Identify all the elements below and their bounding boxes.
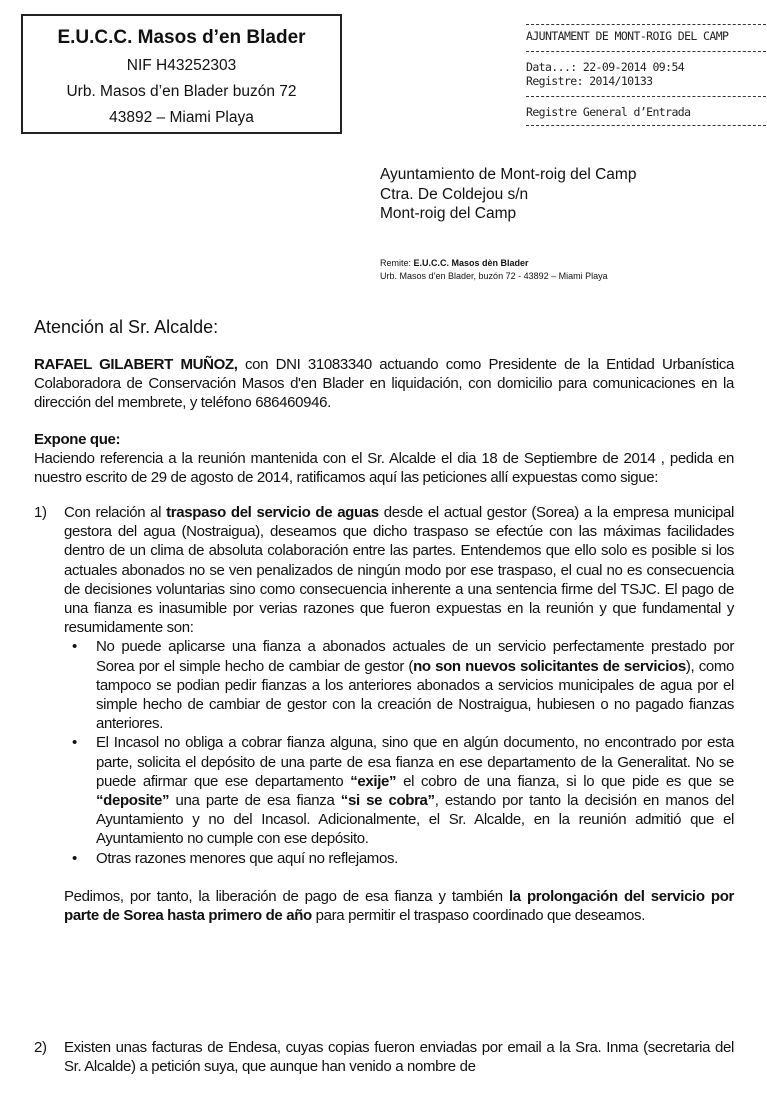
remite-label: Remite: xyxy=(380,258,414,268)
bullet-icon: • xyxy=(72,849,77,867)
registry-stamp xyxy=(526,24,766,126)
reason-2-bold-b: “deposite” xyxy=(96,792,170,810)
reason-item xyxy=(64,849,734,868)
expone-paragraph xyxy=(34,430,734,488)
request-bold: la prolongación del servicio por parte de Sorea hasta primero de año xyxy=(64,887,735,925)
salutation: Atención al Sr. Alcalde: xyxy=(34,317,219,337)
reason-1-bold: no son nuevos solicitantes de servicios xyxy=(413,657,686,675)
item-1-bold: traspaso del servicio de aguas xyxy=(166,504,379,521)
expone-heading: Expone que: xyxy=(34,431,121,448)
sender-org-name: E.U.C.C. Masos d’en Blader xyxy=(57,27,306,48)
request-paragraph xyxy=(64,887,734,925)
stamp-registry-type: Registre General d’Entrada xyxy=(526,105,691,119)
reason-2-text-a: El Incasol no obliga a cobrar fianza alguna, sino que en algún documento, no encontrado por esta parte, solicita el depósito de una parte de esa fianza en ese departamento de la Generalitat. No se puede afirmar que ese departamento xyxy=(96,734,734,790)
request-post: para permitir el traspaso coordinado que deseamos. xyxy=(311,907,646,925)
reason-2-text-d: , estando por tanto la decisión en manos del Ayuntamiento y no del Incasol. Adicionalmente, el Sr. Alcalde, en la reunión admitió que el Ayuntamiento no cumple con ese depósito. xyxy=(96,792,734,848)
expone-text: Haciendo referencia a la reunión mantenida con el Sr. Alcalde el dia 18 de Septiembre de 2014 , pedida en nuestro escrito de 29 de agosto de 2014, ratificamos aquí las peticiones allí expuestas como sigue: xyxy=(34,450,734,487)
reason-2-text-b: el cobro de una fianza, si lo que pide es que se xyxy=(396,772,734,790)
recipient-line-1: Ayuntamiento de Mont-roig del Camp xyxy=(380,166,637,183)
intro-paragraph xyxy=(34,355,734,413)
stamp-date: Data...: 22-09-2014 09:54 xyxy=(526,60,685,74)
item-1-post: desde el actual gestor (Sorea) a la empresa municipal gestora del agua (Nostraigua), deseamos que dicho traspaso se efectúe con las máximas facilidades dentro de un clima de absoluta colaboración entre las partes. Entendemos que ello solo es posible si los actuales abonados no se ven penalizados de ningún modo por ese traspaso, el cual no es consecuencia de decisiones voluntarias sino como consecuencia inherente a una sentencia firme del TSJC. El pago de una fianza es inasumible por verias razones que fueron expuestas en la reunión y que fundamental y resumidamente son: xyxy=(64,504,735,637)
reason-item xyxy=(64,733,734,848)
stamp-divider xyxy=(526,125,766,126)
signatory-name: RAFAEL GILABERT MUÑOZ, xyxy=(34,356,238,373)
bullet-icon: • xyxy=(72,638,77,656)
sender-city: 43892 – Miami Playa xyxy=(109,109,254,126)
item-1-pre: Con relación al xyxy=(64,504,167,521)
recipient-line-2: Ctra. De Coldejou s/n xyxy=(380,185,529,203)
item-2-text: Existen unas facturas de Endesa, cuyas copias fueron enviadas por email a la Sra. Inma (secretaria del Sr. Alcalde) a petición suya, que aunque han venido a nombre de xyxy=(64,1039,734,1076)
remite-block xyxy=(380,257,608,283)
reason-1-text-b: ), como tampoco se podian pedir fianzas a los anteriores abonados a servicios municipales de agua por el simple hecho de cambiar de gestor con la creación de Nostraigua, hubiesen o no pagado fianzas anteriores. xyxy=(96,657,734,733)
item-number: 2) xyxy=(34,1039,47,1056)
stamp-divider xyxy=(526,24,766,25)
item-1-text xyxy=(64,503,734,637)
reason-3-text: Otras razones menores que aquí no reflejamos. xyxy=(96,849,398,867)
stamp-divider xyxy=(526,96,766,97)
recipient-line-3: Mont-roig del Camp xyxy=(380,205,517,222)
stamp-registry-number: Registre: 2014/10133 xyxy=(526,74,653,88)
remite-address: Urb. Masos d’en Blader, buzón 72 - 43892 – Miami Playa xyxy=(380,271,608,281)
reason-2-bold-a: “exije” xyxy=(350,772,397,790)
petition-item-1 xyxy=(34,503,734,925)
reason-item xyxy=(64,637,734,733)
remite-name: E.U.C.C. Masos dèn Blader xyxy=(413,258,529,268)
stamp-divider xyxy=(526,51,766,52)
reason-2-bold-c: “si se cobra” xyxy=(340,792,435,810)
sender-nif: NIF H43252303 xyxy=(126,57,237,74)
reason-1-text-a: No puede aplicarse una fianza a abonados actuales de un servicio perfectamente prestado por Sorea por el simple hecho de cambiar de gestor ( xyxy=(96,638,734,675)
reason-2-text-c: una parte de esa fianza xyxy=(169,792,341,810)
intro-text: con DNI 31083340 actuando como Presidente de la Entidad Urbanística Colaboradora de Conservación Masos d'en Blader en liquidación, con domicilio para comunicaciones en la dirección del membrete, y teléfono 686460946. xyxy=(34,356,734,412)
petition-item-2 xyxy=(34,1038,734,1076)
item-number: 1) xyxy=(34,504,47,521)
sender-letterhead-box xyxy=(21,14,342,134)
request-pre: Pedimos, por tanto, la liberación de pago de esa fianza y también xyxy=(64,887,509,905)
reasons-list xyxy=(64,637,734,867)
sender-address: Urb. Masos d’en Blader buzón 72 xyxy=(66,83,297,100)
bullet-icon: • xyxy=(72,734,77,752)
recipient-address xyxy=(380,165,636,224)
stamp-institution: AJUNTAMENT DE MONT-ROIG DEL CAMP xyxy=(526,29,729,43)
